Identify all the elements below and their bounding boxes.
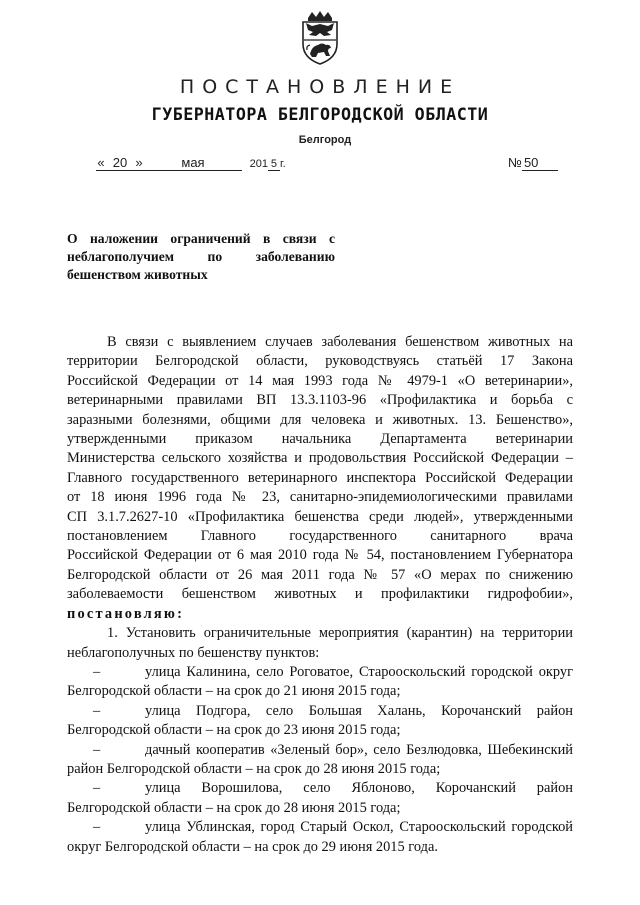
preamble-line: утвержденными приказом начальника Департамента ветеринарии <box>67 431 573 448</box>
date-month: мая <box>144 155 242 171</box>
preamble-line: Министерства сельского хозяйства и продовольствия Российской Федерации – <box>67 450 573 467</box>
preamble-line: В связи с выявлением случаев заболевания бешенством животных на <box>107 334 573 350</box>
subject-line: бешенством животных <box>67 267 208 282</box>
preamble-line: заразными болезнями, общими для человека и животных. 13. Бешенство», <box>67 411 573 428</box>
dash-marker: – <box>93 780 101 797</box>
bullet-line <box>67 818 573 837</box>
bullet-line: Белгородской области – на срок до 28 июня 2015 года; <box>67 799 401 816</box>
decree-word: постановляю: <box>67 605 185 622</box>
bullet-line <box>67 663 573 682</box>
item-line: 1. Установить ограничительные мероприятия (карантин) на территории <box>107 625 573 642</box>
item-line: неблагополучных по бешенству пунктов: <box>67 644 320 661</box>
document-date <box>96 155 286 171</box>
dash-marker: – <box>93 702 101 719</box>
document-number <box>508 155 558 171</box>
dash-marker: – <box>93 663 101 680</box>
city-label: Белгород <box>298 134 352 146</box>
date-year <box>250 158 286 171</box>
bullet-line <box>67 702 573 721</box>
dash-marker: – <box>93 741 101 758</box>
date-year-prefix: 201 <box>249 158 268 170</box>
preamble-line: ветеринарными правилами ВП 13.3.1103-96 «Профилактика и борьба с <box>67 392 573 409</box>
document-subject <box>67 230 335 284</box>
bullet-text: улица Подгора, село Большая Халань, Корочанский район <box>145 702 573 719</box>
document-type-title: ПОСТАНОВЛЕНИЕ <box>179 76 461 98</box>
subject-line: неблагополучием по заболеванию <box>67 249 335 264</box>
date-year-suffix: г. <box>279 158 286 170</box>
date-open-quote: « <box>97 155 105 170</box>
preamble-line: Российской Федерации от 14 мая 1993 года № 4979-1 «О ветеринарии», <box>67 372 573 389</box>
preamble-line: от 18 июня 1996 года № 23, санитарно-эпидемиологическими правилами <box>67 489 573 506</box>
preamble-line: постановлением Главного государственного санитарного врача <box>67 528 573 545</box>
preamble-line: территории Белгородской области, руководствуясь статьёй 17 Закона <box>67 353 573 370</box>
preamble-line: Белгородской области от 26 мая 2011 года № 57 «О мерах по снижению <box>67 566 573 583</box>
bullet-line <box>67 741 573 760</box>
bullet-line: Белгородской области – на срок до 23 июня 2015 года; <box>67 722 401 739</box>
preamble-line: заболеваемости бешенством животных и профилактики гидрофобии», <box>67 586 573 603</box>
coat-of-arms-icon <box>298 10 342 66</box>
number-value: 50 <box>522 155 558 171</box>
bullet-line <box>67 779 573 798</box>
bullet-text: улица Калинина, село Роговатое, Старооскольский городской округ <box>145 663 573 680</box>
bullet-text: улица Ворошилова, село Яблоново, Корочанский район <box>145 780 573 797</box>
date-year-digit: 5 <box>268 158 280 171</box>
bullet-text: дачный кооператив «Зеленый бор», село Безлюдовка, Шебекинский <box>145 741 573 758</box>
date-day: 20 <box>106 155 134 171</box>
issuer-title: ГУБЕРНАТОРА БЕЛГОРОДСКОЙ ОБЛАСТИ <box>151 105 489 125</box>
preamble-line: Главного государственного ветеринарного инспектора Российской Федерации <box>67 469 573 486</box>
bullet-text: улица Ублинская, город Старый Оскол, Старооскольский городской <box>145 819 573 836</box>
preamble-line: СП 3.1.7.2627-10 «Профилактика бешенства среди людей», утвержденными <box>67 508 573 525</box>
preamble-line: Российской Федерации от 6 мая 2010 года № 54, постановлением Губернатора <box>67 547 573 564</box>
document-body <box>67 333 573 857</box>
number-prefix: № <box>508 155 522 170</box>
subject-line: О наложении ограничений в связи с <box>67 231 335 246</box>
bullet-line: округ Белгородской области – на срок до 29 июня 2015 года. <box>67 838 438 855</box>
date-close-quote: » <box>135 155 143 170</box>
dash-marker: – <box>93 819 101 836</box>
bullet-line: Белгородской области – на срок до 21 июня 2015 года; <box>67 683 401 700</box>
bullet-line: район Белгородской области – на срок до 28 июня 2015 года; <box>67 760 441 777</box>
